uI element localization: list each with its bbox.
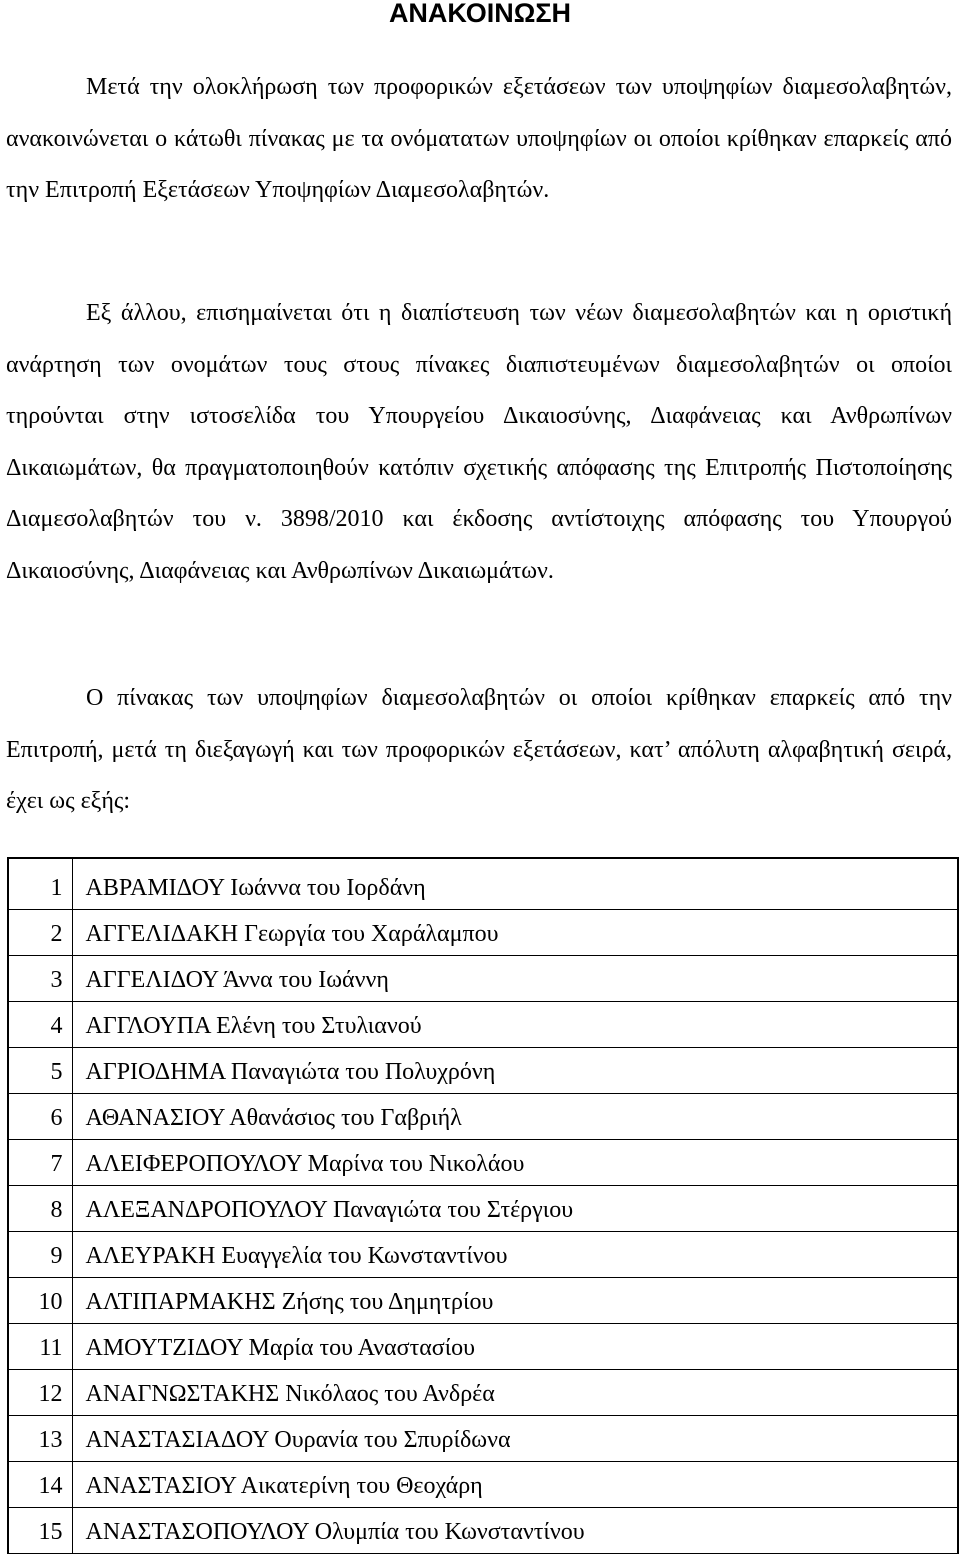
row-number: 12 — [8, 1369, 72, 1415]
table-row — [8, 955, 958, 1001]
row-number: 2 — [8, 909, 72, 955]
table-row — [8, 1001, 958, 1047]
table-row — [8, 858, 958, 909]
table-row — [8, 1369, 958, 1415]
row-number: 9 — [8, 1231, 72, 1277]
candidate-name: ΑΝΑΣΤΑΣΟΠΟΥΛΟΥ Ολυμπία του Κωνσταντίνου — [72, 1507, 958, 1553]
table-row — [8, 1047, 958, 1093]
table-row — [8, 1185, 958, 1231]
table-row — [8, 1093, 958, 1139]
candidates-table — [7, 857, 959, 1554]
candidate-name: ΑΝΑΣΤΑΣΙΟΥ Αικατερίνη του Θεοχάρη — [72, 1461, 958, 1507]
candidate-name: ΑΘΑΝΑΣΙΟΥ Αθανάσιος του Γαβριήλ — [72, 1093, 958, 1139]
row-number: 8 — [8, 1185, 72, 1231]
candidates-table-body — [8, 858, 958, 1553]
intro-paragraph: Μετά την ολοκλήρωση των προφορικών εξετάσεων των υποψηφίων διαμεσολαβητών, ανακοινώνεται ο κάτωθι πίνακας με τα ονόματατων υποψηφίων οι οποίοι κρίθηκαν επαρκείς από την Επιτροπή Εξετάσεων Υποψηφίων Διαμεσολαβητών. — [6, 74, 952, 203]
table-row — [8, 909, 958, 955]
candidate-name: ΑΓΓΛΟΥΠΑ Ελένη του Στυλιανού — [72, 1001, 958, 1047]
table-row — [8, 1139, 958, 1185]
row-number: 1 — [8, 858, 72, 909]
candidate-name: ΑΛΕΞΑΝΔΡΟΠΟΥΛΟΥ Παναγιώτα του Στέργιου — [72, 1185, 958, 1231]
candidate-name: ΑΝΑΣΤΑΣΙΑΔΟΥ Ουρανία του Σπυρίδωνα — [72, 1415, 958, 1461]
candidate-name: ΑΛΕΥΡΑΚΗ Ευαγγελία του Κωνσταντίνου — [72, 1231, 958, 1277]
candidate-name: ΑΓΡΙΟΔΗΜΑ Παναγιώτα του Πολυχρόνη — [72, 1047, 958, 1093]
table-row — [8, 1507, 958, 1553]
table-row — [8, 1277, 958, 1323]
candidate-name: ΑΝΑΓΝΩΣΤΑΚΗΣ Νικόλαος του Ανδρέα — [72, 1369, 958, 1415]
row-number: 3 — [8, 955, 72, 1001]
row-number: 13 — [8, 1415, 72, 1461]
page-title: ΑΝΑΚΟΙΝΩΣΗ — [388, 0, 572, 28]
row-number: 14 — [8, 1461, 72, 1507]
row-number: 10 — [8, 1277, 72, 1323]
row-number: 5 — [8, 1047, 72, 1093]
table-row — [8, 1415, 958, 1461]
table-row — [8, 1231, 958, 1277]
list-intro-paragraph: Ο πίνακας των υποψηφίων διαμεσολαβητών οι οποίοι κρίθηκαν επαρκείς από την Επιτροπή, μετά τη διεξαγωγή και των προφορικών εξετάσεων, κατ’ απόλυτη αλφαβητική σειρά, έχει ως εξής: — [6, 685, 952, 814]
accreditation-paragraph: Εξ άλλου, επισημαίνεται ότι η διαπίστευση των νέων διαμεσολαβητών και η οριστική ανάρτηση των ονομάτων τους στους πίνακες διαπιστευμένων διαμεσολαβητών οι οποίοι τηρούνται στην ιστοσελίδα του Υπουργείου Δικαιοσύνης, Διαφάνειας και Ανθρωπίνων Δικαιωμάτων, θα πραγματοποιηθούν κατόπιν σχετικής απόφασης της Επιτροπής Πιστοποίησης Διαμεσολαβητών του ν. 3898/2010 και έκδοσης αντίστοιχης απόφασης του Υπουργού Δικαιοσύνης, Διαφάνειας και Ανθρωπίνων Δικαιωμάτων. — [6, 300, 952, 584]
candidate-name: ΑΛΤΙΠΑΡΜΑΚΗΣ Ζήσης του Δημητρίου — [72, 1277, 958, 1323]
row-number: 7 — [8, 1139, 72, 1185]
table-row — [8, 1461, 958, 1507]
candidate-name: ΑΒΡΑΜΙΔΟΥ Ιωάννα του Ιορδάνη — [72, 858, 958, 909]
candidate-name: ΑΓΓΕΛΙΔΑΚΗ Γεωργία του Χαράλαμπου — [72, 909, 958, 955]
row-number: 15 — [8, 1507, 72, 1553]
candidate-name: ΑΓΓΕΛΙΔΟΥ Άννα του Ιωάννη — [72, 955, 958, 1001]
row-number: 6 — [8, 1093, 72, 1139]
candidate-name: ΑΛΕΙΦΕΡΟΠΟΥΛΟΥ Μαρίνα του Νικολάου — [72, 1139, 958, 1185]
row-number: 4 — [8, 1001, 72, 1047]
table-row — [8, 1323, 958, 1369]
candidate-name: ΑΜΟΥΤΖΙΔΟΥ Μαρία του Αναστασίου — [72, 1323, 958, 1369]
row-number: 11 — [8, 1323, 72, 1369]
